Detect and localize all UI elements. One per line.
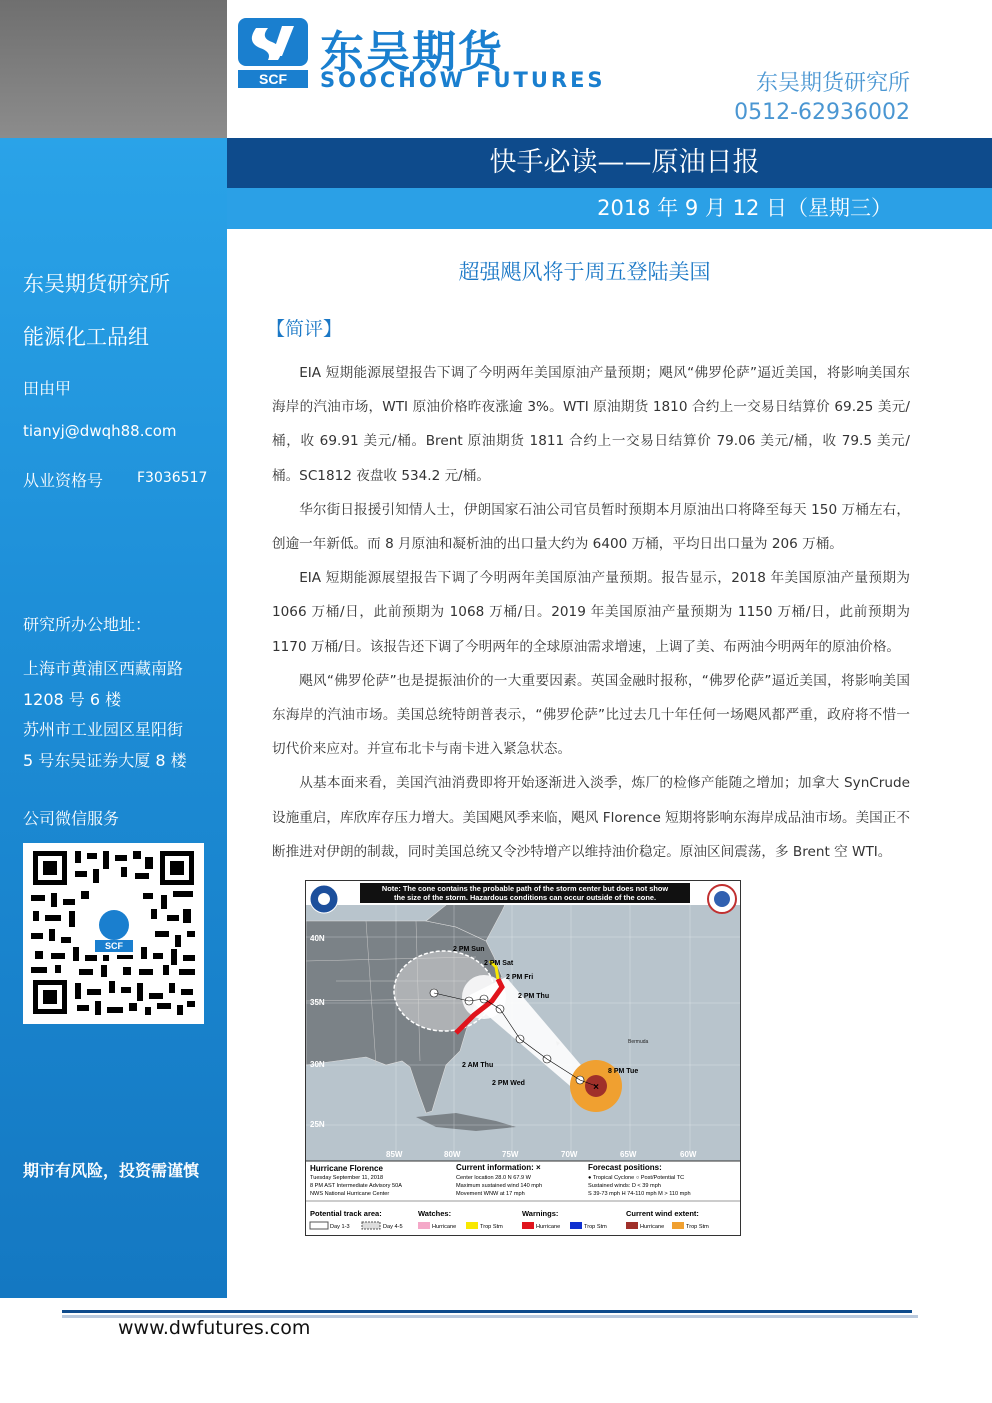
lon-label: 60W	[680, 1150, 697, 1159]
legend-swatch	[418, 1222, 430, 1229]
paragraph: 飓风“佛罗伦萨”也是提振油价的一大重要因素。英国金融时报称，“佛罗伦萨”逼近美国，将影响美国东海岸的汽油市场。美国总统特朗普表示，“佛罗伦萨”比过去几十年任何一场飓风都严重，政府将不惜一切代价来应对。并宣布北卡与南卡进入紧急状态。	[272, 672, 910, 758]
track-label: 2 PM Sat	[484, 960, 514, 967]
sidebar-group: 能源化工品组	[23, 325, 149, 349]
lat-label: 30N	[310, 1060, 325, 1069]
address-block	[23, 654, 223, 776]
report-title: 快手必读——原油日报	[489, 147, 760, 178]
lon-label: 85W	[386, 1150, 403, 1159]
headline: 超强飓风将于周五登陆美国	[458, 260, 711, 284]
sidebar-org: 东吴期货研究所	[23, 272, 170, 296]
company-logo-mark	[238, 18, 308, 88]
forecast-line: S 39-73 mph H 74-110 mph M > 110 mph	[588, 1191, 691, 1197]
legend-label: Trop Stm	[480, 1224, 503, 1230]
current-position-icon: ×	[593, 1082, 599, 1093]
footer-website-link[interactable]: www.dwfutures.com	[118, 1317, 311, 1339]
track-area-heading: Potential track area:	[310, 1209, 382, 1218]
legend-label: Day 1-3	[330, 1224, 350, 1230]
lat-label: 40N	[310, 934, 325, 943]
paragraph: EIA 短期能源展望报告下调了今明两年美国原油产量预期。报告显示，2018 年美国原油产量预期为 1066 万桶/日，此前预期为 1068 万桶/日。2019 年美国原油产量预期为 1150 万桶/日，此前预期为 1170 万桶/日。该报告还下调了今明两年的全球原油需求增速，上调了美、布两油今明两年的原油价格。	[272, 570, 910, 655]
current-info-line: Center location 28.0 N 67.9 W	[456, 1175, 531, 1181]
legend-swatch	[522, 1222, 534, 1229]
author-email: tianyj@dwqh88.com	[23, 422, 177, 440]
current-info-line: Maximum sustained wind 140 mph	[456, 1183, 543, 1189]
place-label: Bermuda	[628, 1039, 649, 1045]
track-label: 2 PM Sun	[453, 946, 485, 953]
logo-scf-text: SCF	[259, 71, 287, 87]
address-line: 5 号东吴证券大厦 8 楼	[23, 750, 187, 770]
center: NWS National Hurricane Center	[310, 1191, 390, 1197]
lon-label: 80W	[444, 1150, 461, 1159]
license-label: 从业资格号	[23, 471, 104, 490]
warnings-heading: Warnings:	[522, 1209, 559, 1218]
lat-label: 25N	[310, 1120, 325, 1129]
lon-label: 70W	[561, 1150, 578, 1159]
forecast-line: ● Tropical Cyclone ○ Post/Potential TC	[588, 1175, 685, 1181]
legend-label: Day 4-5	[383, 1224, 403, 1230]
legend-swatch	[570, 1222, 582, 1229]
legend-label: Hurricane	[640, 1224, 665, 1230]
track-label: 2 PM Thu	[518, 993, 550, 1000]
license-number: F3036517	[137, 470, 208, 486]
institute-name: 东吴期货研究所	[755, 71, 910, 96]
map-note-line: Note: The cone contains the probable path of the storm center but does not show	[381, 884, 669, 893]
address-heading: 研究所办公地址：	[23, 615, 152, 634]
report-date: 2018 年 9 月 12 日（星期三）	[227, 188, 992, 229]
track-label: 2 PM Wed	[492, 1080, 525, 1087]
header-gray-block	[0, 0, 227, 138]
paragraph: 华尔街日报援引知情人士，伊朗国家石油公司官员暂时预期本月原油出口将降至每天 150 万桶左右，创逾一年新低。而 8 月原油和凝析油的出口量大约为 6400 万桶，平均日出口量为 206 万桶。	[272, 501, 910, 553]
forecast-line: Sustained winds: D < 39 mph	[588, 1183, 661, 1189]
article-body	[272, 356, 910, 869]
storm-date: Tuesday September 11, 2018	[310, 1175, 384, 1181]
legend-label: Hurricane	[536, 1224, 561, 1230]
paragraph: EIA 短期能源展望报告下调了今明两年美国原油产量预期；飓风“佛罗伦萨”逼近美国，将影响美国东海岸的汽油市场，WTI 原油价格昨夜涨逾 3%。WTI 原油期货 1810 合约上一交易日结算价 69.25 美元/桶，收 69.91 美元/桶。Brent 原油期货 1811 合约上一交易日结算价 79.06 美元/桶，收 79.5 美元/桶。SC1812 夜盘收 534.2 元/桶。	[272, 365, 910, 484]
forecast-heading: Forecast positions:	[588, 1163, 662, 1172]
section-heading: 【简评】	[266, 318, 343, 340]
qr-logo-mark: SCF	[105, 941, 123, 951]
wechat-label: 公司微信服务	[23, 809, 120, 828]
legend-label: Trop Stm	[686, 1224, 709, 1230]
address-line: 1208 号 6 楼	[23, 689, 122, 709]
address-line: 苏州市工业园区星阳街	[23, 720, 184, 739]
company-name-en: SOOCHOW FUTURES	[320, 68, 606, 92]
legend-label: Hurricane	[432, 1224, 457, 1230]
legend-swatch	[672, 1222, 684, 1229]
institute-phone: 0512-62936002	[734, 100, 910, 125]
track-label: 2 AM Thu	[462, 1062, 494, 1069]
address-line: 上海市黄浦区西藏南路	[23, 659, 184, 678]
current-info-line: Movement WNW at 17 mph	[456, 1191, 525, 1197]
sidebar	[0, 138, 227, 1298]
watches-heading: Watches:	[418, 1209, 452, 1218]
risk-warning: 期市有风险，投资需谨慎	[23, 1161, 200, 1180]
legend-swatch	[626, 1222, 638, 1229]
lat-label: 35N	[310, 998, 325, 1007]
track-label: 2 PM Fri	[506, 974, 534, 981]
storm-name: Hurricane Florence	[310, 1164, 383, 1173]
wind-extent-heading: Current wind extent:	[626, 1209, 699, 1218]
lon-label: 75W	[502, 1150, 519, 1159]
lon-label: 65W	[620, 1150, 637, 1159]
hurricane-forecast-map	[305, 880, 741, 1236]
legend-label: Trop Stm	[584, 1224, 607, 1230]
wechat-qr-code[interactable]	[23, 843, 204, 1024]
track-label: 8 PM Tue	[608, 1068, 639, 1075]
report-title-bar	[227, 138, 992, 188]
paragraph: 从基本面来看，美国汽油消费即将开始逐渐进入淡季，炼厂的检修产能随之增加；加拿大 SynCrude 设施重启，库欣库存压力增大。美国飓风季来临，飓风 Florence 短期将影响东海岸成品油市场。美国正不断推进对伊朗的制裁，同时美国总统又令沙特增产以维持油价稳定。原油区间震荡，多 Brent 空 WTI。	[272, 775, 910, 860]
legend-swatch	[466, 1222, 478, 1229]
advisory: 8 PM AST Intermediate Advisory 50A	[310, 1183, 402, 1189]
map-note-line: the size of the storm. Hazardous conditions can occur outside of the cone.	[394, 893, 656, 902]
current-info-heading: Current information: ×	[456, 1163, 541, 1172]
footer-divider	[62, 1310, 912, 1313]
company-name-cn: 东吴期货	[320, 27, 504, 78]
author-name: 田由甲	[23, 379, 72, 398]
